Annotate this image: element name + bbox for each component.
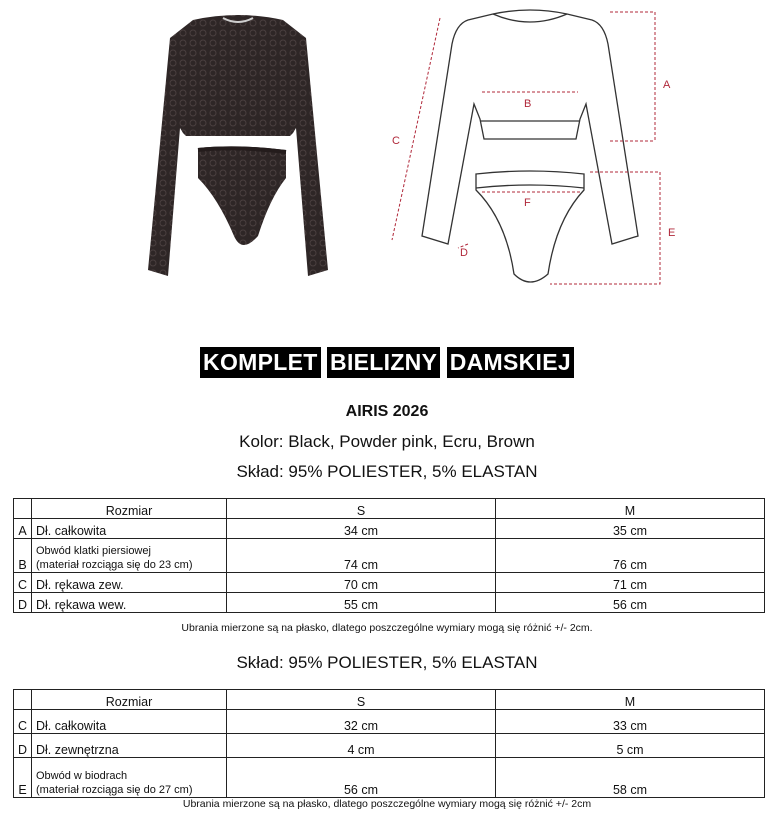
row-letter: B — [14, 539, 32, 573]
row-value-s: 55 cm — [227, 593, 496, 613]
table-row — [14, 710, 765, 734]
table-header-size: Rozmiar — [32, 690, 227, 710]
row-value-m: 58 cm — [496, 758, 765, 798]
row-letter: E — [14, 758, 32, 798]
row-name: Dł. całkowita — [32, 710, 227, 734]
composition-line: Skład: 95% POLIESTER, 5% ELASTAN — [236, 462, 538, 481]
table-cell — [14, 499, 32, 519]
label-e: E — [668, 227, 676, 239]
row-value-m: 71 cm — [496, 573, 765, 593]
table-header-row — [14, 690, 765, 710]
label-f: F — [524, 197, 531, 209]
table-header-m: M — [496, 499, 765, 519]
table-header-row — [14, 499, 765, 519]
row-value-m: 33 cm — [496, 710, 765, 734]
table-row — [14, 519, 765, 539]
row-letter: C — [14, 710, 32, 734]
table-row — [14, 734, 765, 758]
size-table-bottom — [13, 689, 765, 798]
table-header-m: M — [496, 690, 765, 710]
row-value-s: 56 cm — [227, 758, 496, 798]
model-name: AIRIS 2026 — [345, 403, 429, 420]
row-value-s: 32 cm — [227, 710, 496, 734]
label-b: B — [524, 98, 532, 110]
size-table-top — [13, 498, 765, 613]
table-row — [14, 593, 765, 613]
label-a: A — [663, 79, 671, 91]
title-word: KOMPLET — [200, 347, 321, 378]
row-value-m: 76 cm — [496, 539, 765, 573]
title-word: DAMSKIEJ — [447, 347, 574, 378]
composition-line: Skład: 95% POLIESTER, 5% ELASTAN — [236, 653, 538, 672]
title-word: BIELIZNY — [327, 347, 440, 378]
measurement-diagram — [380, 4, 680, 294]
row-name-line: Obwód klatki piersiowej — [36, 545, 151, 557]
row-name-line: (materiał rozciąga się do 23 cm) — [36, 559, 193, 571]
label-d: D — [460, 247, 468, 259]
row-name — [32, 539, 227, 573]
row-name — [32, 758, 227, 798]
row-value-m: 5 cm — [496, 734, 765, 758]
label-c: C — [392, 135, 400, 147]
table-row — [14, 573, 765, 593]
table-header-s: S — [227, 499, 496, 519]
table-cell — [14, 690, 32, 710]
table-header-size: Rozmiar — [32, 499, 227, 519]
row-value-s: 34 cm — [227, 519, 496, 539]
product-photo — [138, 8, 338, 280]
colors-line: Kolor: Black, Powder pink, Ecru, Brown — [239, 432, 535, 451]
table-header-s: S — [227, 690, 496, 710]
table-row — [14, 758, 765, 798]
row-value-s: 70 cm — [227, 573, 496, 593]
row-name: Dł. rękawa zew. — [32, 573, 227, 593]
page-title — [0, 347, 774, 378]
measurement-note: Ubrania mierzone są na płasko, dlatego poszczególne wymiary mogą się różnić +/- 2cm — [182, 798, 592, 810]
measurement-note: Ubrania mierzone są na płasko, dlatego poszczególne wymiary mogą się różnić +/- 2cm. — [181, 622, 593, 634]
row-letter: D — [14, 734, 32, 758]
row-name: Dł. zewnętrzna — [32, 734, 227, 758]
table-row — [14, 539, 765, 573]
row-letter: D — [14, 593, 32, 613]
row-value-s: 74 cm — [227, 539, 496, 573]
row-value-m: 35 cm — [496, 519, 765, 539]
row-name: Dł. całkowita — [32, 519, 227, 539]
row-letter: C — [14, 573, 32, 593]
row-letter: A — [14, 519, 32, 539]
row-value-m: 56 cm — [496, 593, 765, 613]
row-name-line: (materiał rozciąga się do 27 cm) — [36, 784, 193, 796]
row-name: Dł. rękawa wew. — [32, 593, 227, 613]
row-name-line: Obwód w biodrach — [36, 770, 128, 782]
row-value-s: 4 cm — [227, 734, 496, 758]
